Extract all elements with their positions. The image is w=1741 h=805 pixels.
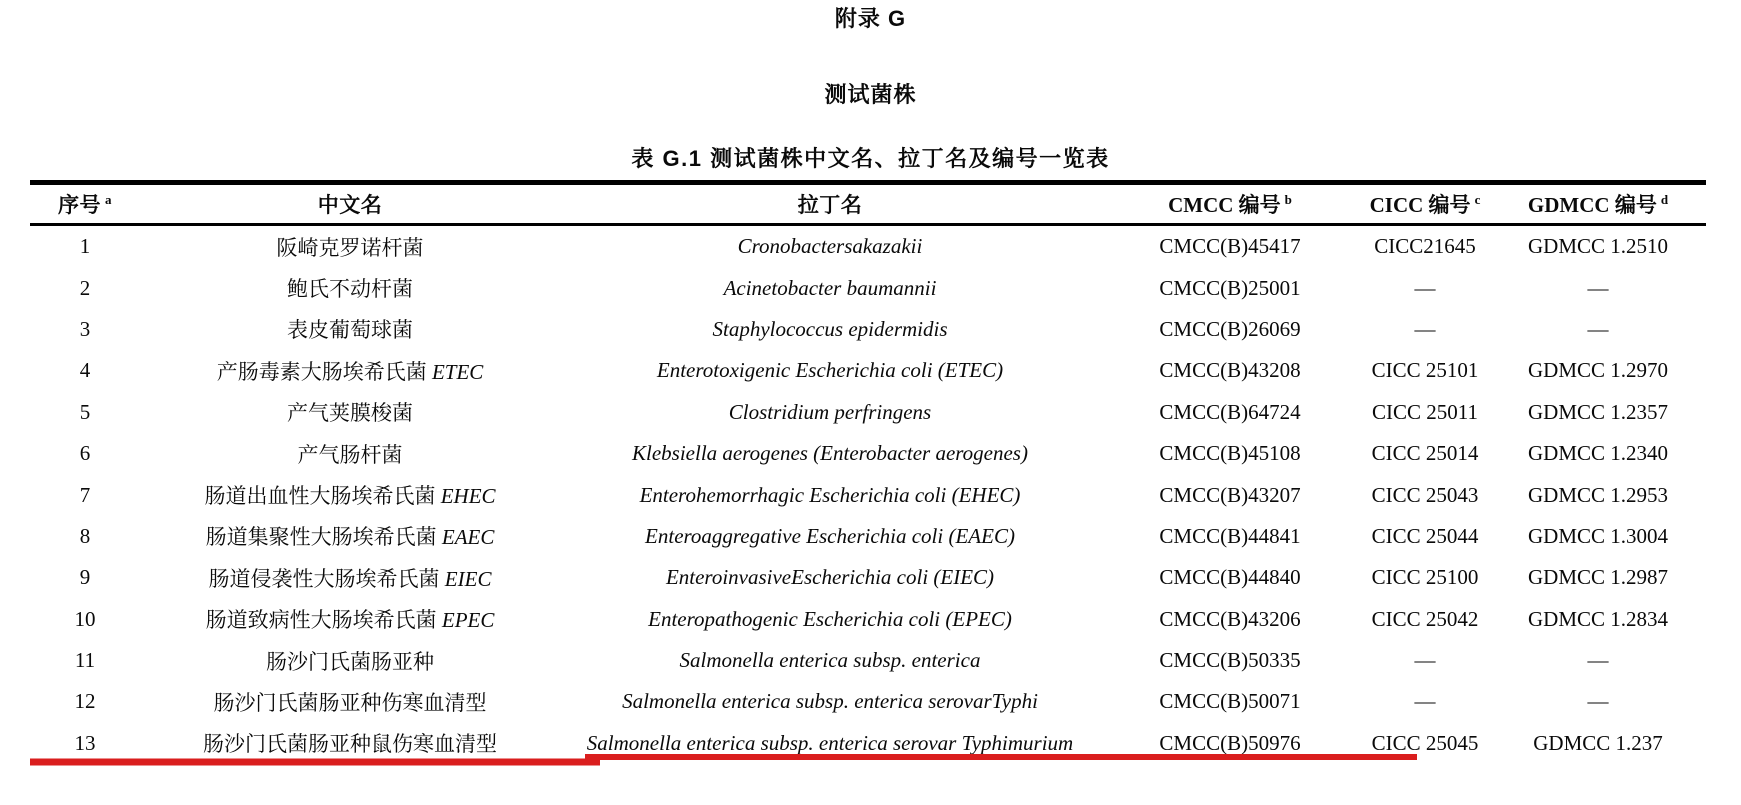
table-row — [30, 267, 1706, 308]
cell-gdmcc-code: — — [1587, 689, 1609, 714]
cell-cmcc-code: CMCC(B)44840 — [1159, 565, 1301, 590]
cell-chinese-name: 肠道集聚性大肠埃希氏菌 EAEC — [205, 525, 495, 550]
cell-gdmcc-code: GDMCC 1.237 — [1533, 730, 1663, 755]
cell-serial: 10 — [74, 606, 96, 631]
cell-chinese-name: 肠道出血性大肠埃希氏菌 EHEC — [204, 484, 496, 509]
cell-cicc-code: CICC 25100 — [1371, 565, 1479, 590]
table-row — [30, 392, 1706, 433]
cell-gdmcc-code: — — [1587, 275, 1609, 300]
cell-serial: 6 — [79, 441, 91, 466]
cell-gdmcc-code: GDMCC 1.2953 — [1527, 482, 1669, 507]
cell-gdmcc-code: — — [1587, 316, 1609, 341]
cell-latin-name: Salmonella enterica subsp. enterica — [679, 648, 981, 673]
cell-cmcc-code: CMCC(B)43206 — [1159, 606, 1301, 631]
cell-gdmcc-code: GDMCC 1.2987 — [1527, 565, 1669, 590]
chinese-name-latin-suffix: EAEC — [441, 525, 495, 550]
cell-serial: 11 — [74, 648, 96, 673]
table-row — [30, 599, 1706, 640]
header-cmcc: CMCC 编号 $^b$ — [1100, 183, 1360, 225]
cell-latin-name: Enterotoxigenic Escherichia coli (ETEC) — [656, 358, 1004, 383]
cell-serial: 3 — [79, 316, 91, 341]
cell-chinese-name: 肠沙门氏菌肠亚种鼠伤寒血清型 — [203, 732, 497, 757]
footnote-ref-a: a — [105, 192, 112, 207]
cell-chinese-name: 肠道致病性大肠埃希氏菌 EPEC — [205, 608, 495, 633]
cell-gdmcc-code: — — [1587, 648, 1609, 673]
cell-cmcc-code: CMCC(B)26069 — [1159, 316, 1301, 341]
cell-latin-name: Salmonella enterica subsp. enterica serovarTyphi — [622, 689, 1038, 714]
cell-chinese-name: 肠沙门氏菌肠亚种伤寒血清型 — [213, 690, 487, 715]
header-serial: 序号 $^a$ — [30, 183, 140, 225]
cell-cmcc-code: CMCC(B)43207 — [1159, 482, 1301, 507]
cell-cmcc-code: CMCC(B)43208 — [1159, 358, 1301, 383]
cell-cicc-code: CICC 25011 — [1372, 399, 1478, 424]
header-latin-name: 拉丁名 — [560, 183, 1100, 225]
cell-cicc-code: — — [1414, 689, 1436, 714]
table-row — [30, 350, 1706, 391]
header-gdmcc: GDMCC 编号 $^d$ — [1490, 183, 1706, 225]
appendix-title: 附录 G — [834, 6, 907, 31]
cell-cicc-code: — — [1414, 648, 1436, 673]
table-row — [30, 516, 1706, 557]
section-title: 测试菌株 — [824, 82, 917, 107]
cell-latin-name: Staphylococcus epidermidis — [712, 316, 948, 341]
chinese-name-latin-suffix: EHEC — [440, 484, 496, 509]
cell-latin-name: Clostridium perfringens — [728, 399, 932, 424]
cell-serial: 4 — [79, 358, 91, 383]
cell-cmcc-code: CMCC(B)45417 — [1159, 234, 1301, 259]
table-caption: 表 G.1 测试菌株中文名、拉丁名及编号一览表 — [631, 146, 1110, 171]
table-row — [30, 309, 1706, 350]
cell-latin-name: Salmonella enterica subsp. enterica serovar Typhimurium — [586, 730, 1074, 755]
cell-chinese-name: 肠沙门氏菌肠亚种 — [266, 649, 434, 674]
header-chinese-name: 中文名 — [140, 183, 560, 225]
chinese-name-latin-suffix: EPEC — [441, 608, 495, 633]
cell-cmcc-code: CMCC(B)50335 — [1159, 648, 1301, 673]
cell-cicc-code: CICC 25042 — [1371, 606, 1479, 631]
table-row — [30, 681, 1706, 722]
footnote-ref-c: c — [1474, 192, 1481, 207]
cell-chinese-name: 产气荚膜梭菌 — [287, 401, 413, 426]
cell-serial: 12 — [74, 689, 96, 714]
cell-serial: 7 — [79, 482, 91, 507]
cell-cmcc-code: CMCC(B)50976 — [1159, 730, 1301, 755]
cell-serial: 2 — [79, 275, 91, 300]
table-row — [30, 433, 1706, 474]
cell-cicc-code: CICC 25101 — [1371, 358, 1479, 383]
cell-cmcc-code: CMCC(B)50071 — [1159, 689, 1301, 714]
table-row — [30, 225, 1706, 268]
cell-serial: 5 — [79, 399, 91, 424]
cell-chinese-name: 产肠毒素大肠埃希氏菌 ETEC — [216, 359, 484, 384]
cell-gdmcc-code: GDMCC 1.2510 — [1527, 234, 1669, 259]
cell-gdmcc-code: GDMCC 1.3004 — [1527, 523, 1669, 548]
table-body — [30, 225, 1706, 765]
cell-serial: 8 — [79, 523, 91, 548]
table-row — [30, 723, 1706, 764]
table-row — [30, 640, 1706, 681]
cell-cicc-code: — — [1414, 275, 1436, 300]
cell-gdmcc-code: GDMCC 1.2834 — [1527, 606, 1669, 631]
cell-chinese-name: 产气肠杆菌 — [297, 442, 403, 467]
cell-chinese-name: 表皮葡萄球菌 — [287, 318, 413, 343]
header-cicc: CICC 编号 $^c$ — [1360, 183, 1490, 225]
cell-gdmcc-code: GDMCC 1.2340 — [1527, 441, 1669, 466]
cell-serial: 13 — [74, 730, 96, 755]
cell-latin-name: Enteropathogenic Escherichia coli (EPEC) — [648, 606, 1012, 631]
cell-cicc-code: CICC21645 — [1374, 234, 1476, 259]
cell-cmcc-code: CMCC(B)44841 — [1159, 523, 1301, 548]
cell-gdmcc-code: GDMCC 1.2970 — [1527, 358, 1669, 383]
cell-serial: 9 — [79, 565, 91, 590]
cell-cmcc-code: CMCC(B)25001 — [1159, 275, 1301, 300]
cell-cmcc-code: CMCC(B)64724 — [1159, 399, 1301, 424]
cell-latin-name: Enteroaggregative Escherichia coli (EAEC) — [645, 523, 1015, 548]
chinese-name-latin-suffix: ETEC — [431, 359, 484, 384]
cell-latin-name: Enterohemorrhagic Escherichia coli (EHEC) — [639, 482, 1021, 507]
cell-serial: 1 — [79, 234, 91, 259]
table-row — [30, 557, 1706, 598]
cell-cicc-code: CICC 25014 — [1371, 441, 1479, 466]
strains-table — [30, 180, 1706, 764]
cell-chinese-name: 鲍氏不动杆菌 — [287, 277, 413, 302]
cell-latin-name: Cronobactersakazakii — [737, 234, 923, 259]
cell-cicc-code: CICC 25043 — [1371, 482, 1479, 507]
footnote-ref-d: d — [1660, 192, 1669, 207]
table-row — [30, 474, 1706, 515]
cell-latin-name: Klebsiella aerogenes (Enterobacter aerogenes) — [632, 441, 1028, 466]
cell-cicc-code: — — [1414, 316, 1436, 341]
cell-gdmcc-code: GDMCC 1.2357 — [1527, 399, 1669, 424]
cell-cicc-code: CICC 25044 — [1371, 523, 1479, 548]
table-header-row — [30, 183, 1706, 225]
cell-cmcc-code: CMCC(B)45108 — [1159, 441, 1301, 466]
cell-latin-name: Acinetobacter baumannii — [723, 275, 937, 300]
chinese-name-latin-suffix: EIEC — [444, 566, 492, 591]
footnote-ref-b: b — [1284, 192, 1292, 207]
cell-latin-name: EnteroinvasiveEscherichia coli (EIEC) — [665, 565, 995, 590]
cell-cicc-code: CICC 25045 — [1371, 730, 1479, 755]
cell-chinese-name: 肠道侵袭性大肠埃希氏菌 EIEC — [208, 566, 492, 591]
cell-chinese-name: 阪崎克罗诺杆菌 — [276, 235, 424, 260]
